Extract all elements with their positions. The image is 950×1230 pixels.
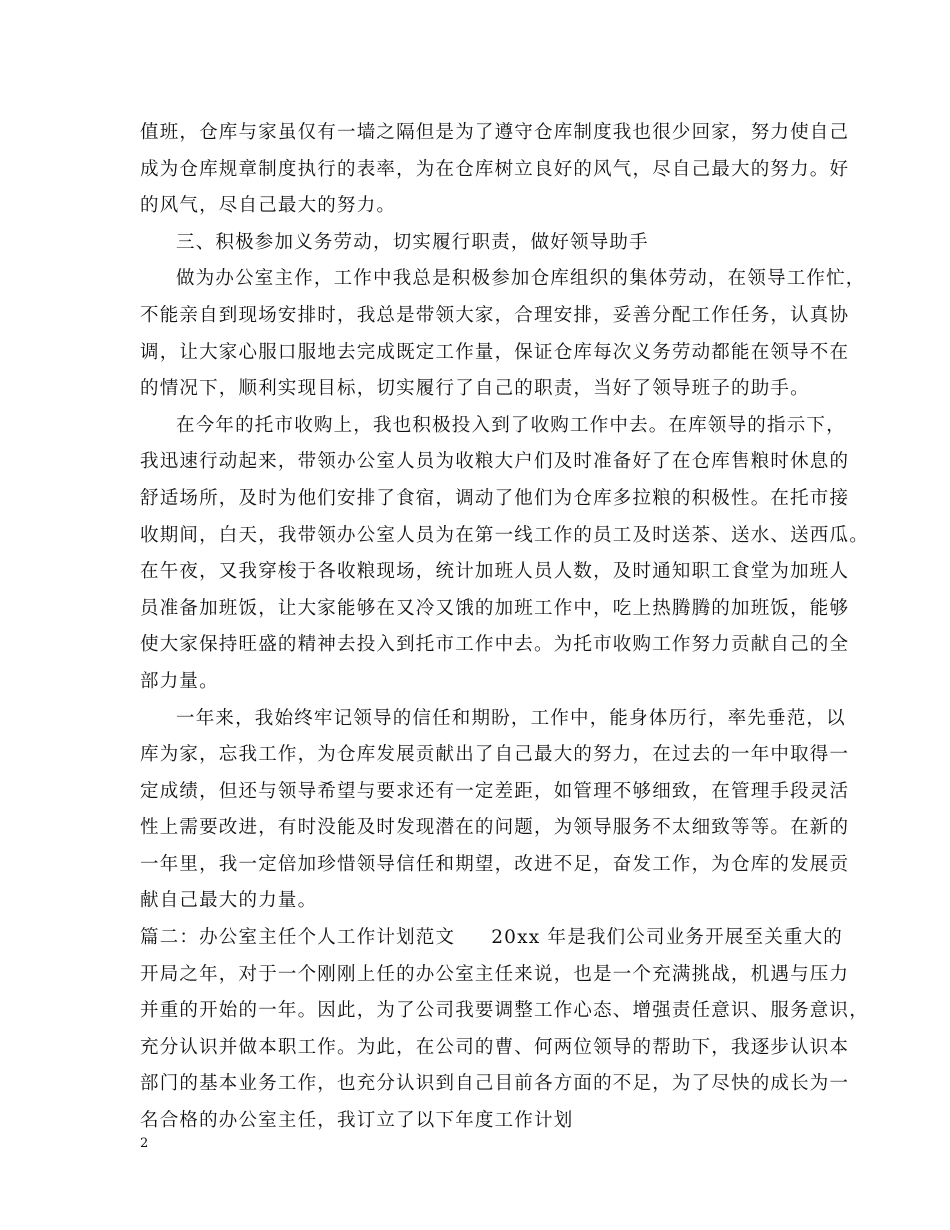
text-line: 员准备加班饭，让大家能够在又冷又饿的加班工作中，吃上热腾腾的加班饭，能够 (140, 597, 850, 619)
text-line: 调，让大家心服口服地去完成既定工作量，保证仓库每次义务劳动都能在领导不在 (140, 341, 850, 363)
text-line: 定成绩，但还与领导希望与要求还有一定差距，如管理不够细致，在管理手段灵活 (140, 780, 850, 802)
text-line: 我迅速行动起来，带领办公室人员为收粮大户们及时准备好了在仓库售粮时休息的 (140, 451, 850, 473)
text-line: 的风气，尽自己最大的努力。 (140, 195, 397, 217)
article-title-line (140, 920, 843, 957)
article-title: 篇二：办公室主任个人工作计划范文 (140, 927, 456, 949)
article-intro: 20xx 年是我们公司业务开展至关重大的 (491, 927, 843, 949)
text-line: 的情况下，顺利实现目标，切实履行了自己的职责，当好了领导班子的助手。 (140, 378, 810, 400)
text-line: 在今年的托市收购上，我也积极投入到了收购工作中去。在库领导的指示下， (176, 414, 846, 436)
text-line: 开局之年，对于一个刚刚上任的办公室主任来说，也是一个充满挑战，机遇与压力 (140, 963, 850, 985)
page-number: 2 (140, 1136, 149, 1151)
text-line: 库为家，忘我工作，为仓库发展贡献出了自己最大的努力，在过去的一年中取得一 (140, 744, 850, 766)
text-line: 做为办公室主作，工作中我总是积极参加仓库组织的集体劳动，在领导工作忙， (176, 268, 866, 290)
text-line: 一年来，我始终牢记领导的信任和期盼，工作中，能身体历行，率先垂范，以 (176, 707, 846, 729)
text-line: 充分认识并做本职工作。为此，在公司的曹、何两位领导的帮助下，我逐步认识本 (140, 1036, 850, 1058)
text-line: 不能亲自到现场安排时，我总是带领大家，合理安排，妥善分配工作任务，认真协 (140, 304, 850, 326)
text-line: 收期间，白天，我带领办公室人员为在第一线工作的员工及时送茶、送水、送西瓜。 (140, 524, 869, 546)
text-line: 部门的基本业务工作，也充分认识到自己目前各方面的不足，为了尽快的成长为一 (140, 1073, 850, 1095)
text-line: 在午夜，又我穿梭于各收粮现场，统计加班人员人数，及时通知职工食堂为加班人 (140, 561, 850, 583)
text-line: 成为仓库规章制度执行的表率，为在仓库树立良好的风气，尽自己最大的努力。好 (140, 158, 850, 180)
text-line: 值班，仓库与家虽仅有一墙之隔但是为了遵守仓库制度我也很少回家，努力使自己 (140, 122, 850, 143)
text-line: 舒适场所，及时为他们安排了食宿，调动了他们为仓库多拉粮的积极性。在托市接 (140, 487, 850, 509)
section-heading: 三、积极参加义务劳动，切实履行职责，做好领导助手 (176, 231, 649, 253)
text-line: 部力量。 (140, 670, 219, 692)
text-line: 献自己最大的力量。 (140, 890, 318, 912)
text-line: 名合格的办公室主任，我订立了以下年度工作计划 (140, 1110, 574, 1132)
document-body (140, 115, 869, 1140)
text-line: 并重的开始的一年。因此，为了公司我要调整工作心态、增强责任意识、服务意识， (140, 1000, 869, 1022)
text-line: 一年里，我一定倍加珍惜领导信任和期望，改进不足，奋发工作，为仓库的发展贡 (140, 853, 850, 875)
text-line: 性上需要改进，有时没能及时发现潜在的问题，为领导服务不太细致等等。在新的 (140, 817, 850, 839)
text-line: 使大家保持旺盛的精神去投入到托市工作中去。为托市收购工作努力贡献自己的全 (140, 634, 850, 656)
